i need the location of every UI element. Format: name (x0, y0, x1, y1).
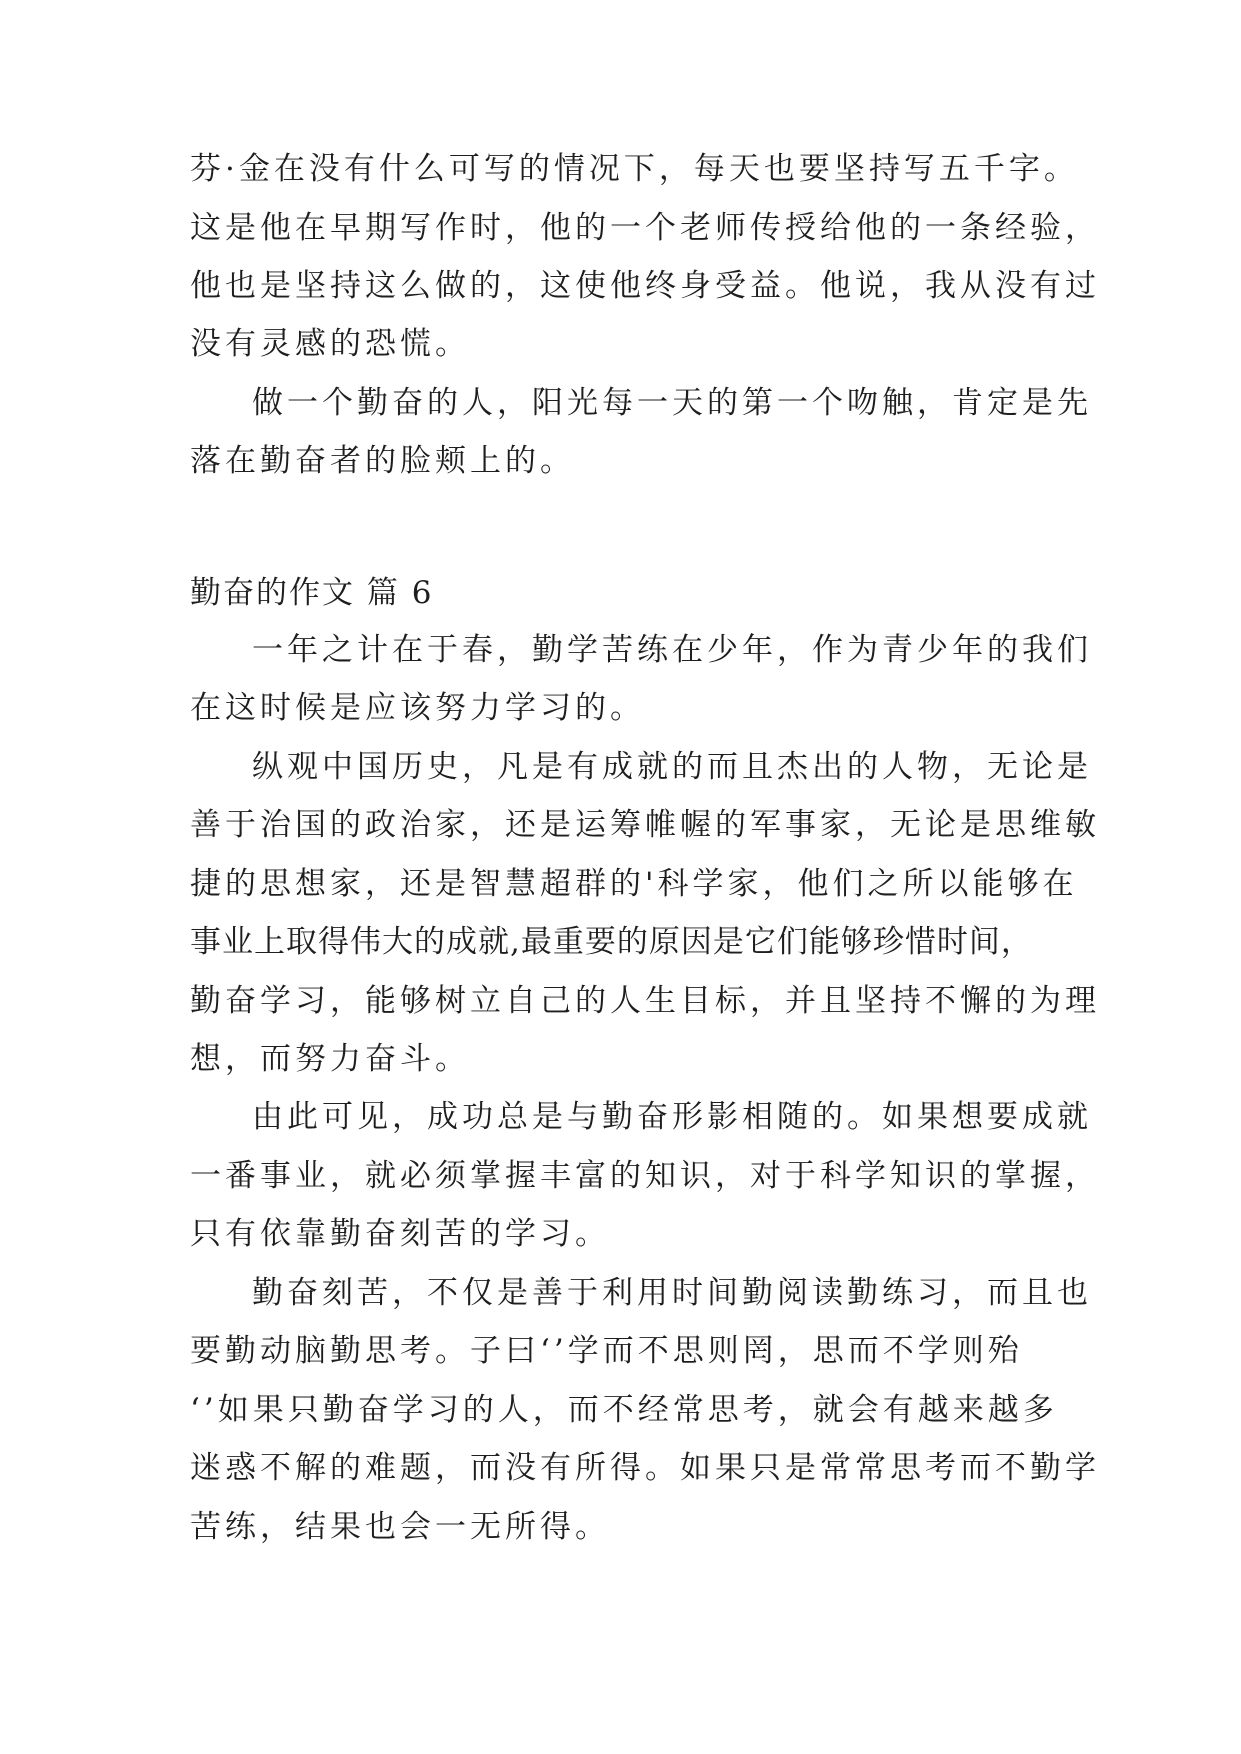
text-line: 善于治国的政治家，还是运筹帷幄的军事家，无论是思维敏 (190, 807, 1100, 843)
text-line: 在这时候是应该努力学习的。 (190, 690, 645, 726)
text-line: 这是他在早期写作时，他的一个老师传授给他的一条经验， (190, 210, 1100, 246)
text-line: 芬·金在没有什么可写的情况下，每天也要坚持写五千字。 (190, 151, 1079, 187)
text-line: 纵观中国历史，凡是有成就的而且杰出的人物，无论是 (252, 749, 1092, 785)
text-line: 一番事业，就必须掌握丰富的知识，对于科学知识的掌握， (190, 1158, 1100, 1194)
text-line: 只有依靠勤奋刻苦的学习。 (190, 1216, 610, 1252)
text-line: 由此可见，成功总是与勤奋形影相随的。如果想要成就 (252, 1099, 1092, 1135)
section-title: 勤奋的作文 篇 6 (190, 575, 434, 611)
text-line: 苦练，结果也会一无所得。 (190, 1509, 610, 1545)
text-line: 他也是坚持这么做的，这使他终身受益。他说，我从没有过 (190, 268, 1100, 304)
text-line: 事业上取得伟大的成就,最重要的原因是它们能够珍惜时间， (190, 924, 1033, 960)
text-line: 要勤动脑勤思考。子曰‘’学而不思则罔，思而不学则殆 (190, 1333, 1023, 1369)
text-line: ‘’如果只勤奋学习的人，而不经常思考，就会有越来越多 (190, 1392, 1058, 1428)
text-line: 做一个勤奋的人，阳光每一天的第一个吻触，肯定是先 (252, 385, 1092, 421)
text-line: 捷的思想家，还是智慧超群的'科学家，他们之所以能够在 (190, 866, 1078, 902)
text-line: 没有灵感的恐慌。 (190, 326, 470, 362)
text-line: 勤奋学习，能够树立自己的人生目标，并且坚持不懈的为理 (190, 983, 1100, 1019)
text-line: 落在勤奋者的脸颊上的。 (190, 443, 575, 479)
text-line: 想，而努力奋斗。 (190, 1041, 470, 1077)
text-line: 迷惑不解的难题，而没有所得。如果只是常常思考而不勤学 (190, 1450, 1100, 1486)
text-line: 勤奋刻苦，不仅是善于利用时间勤阅读勤练习，而且也 (252, 1275, 1092, 1311)
text-line: 一年之计在于春，勤学苦练在少年，作为青少年的我们 (252, 632, 1092, 668)
